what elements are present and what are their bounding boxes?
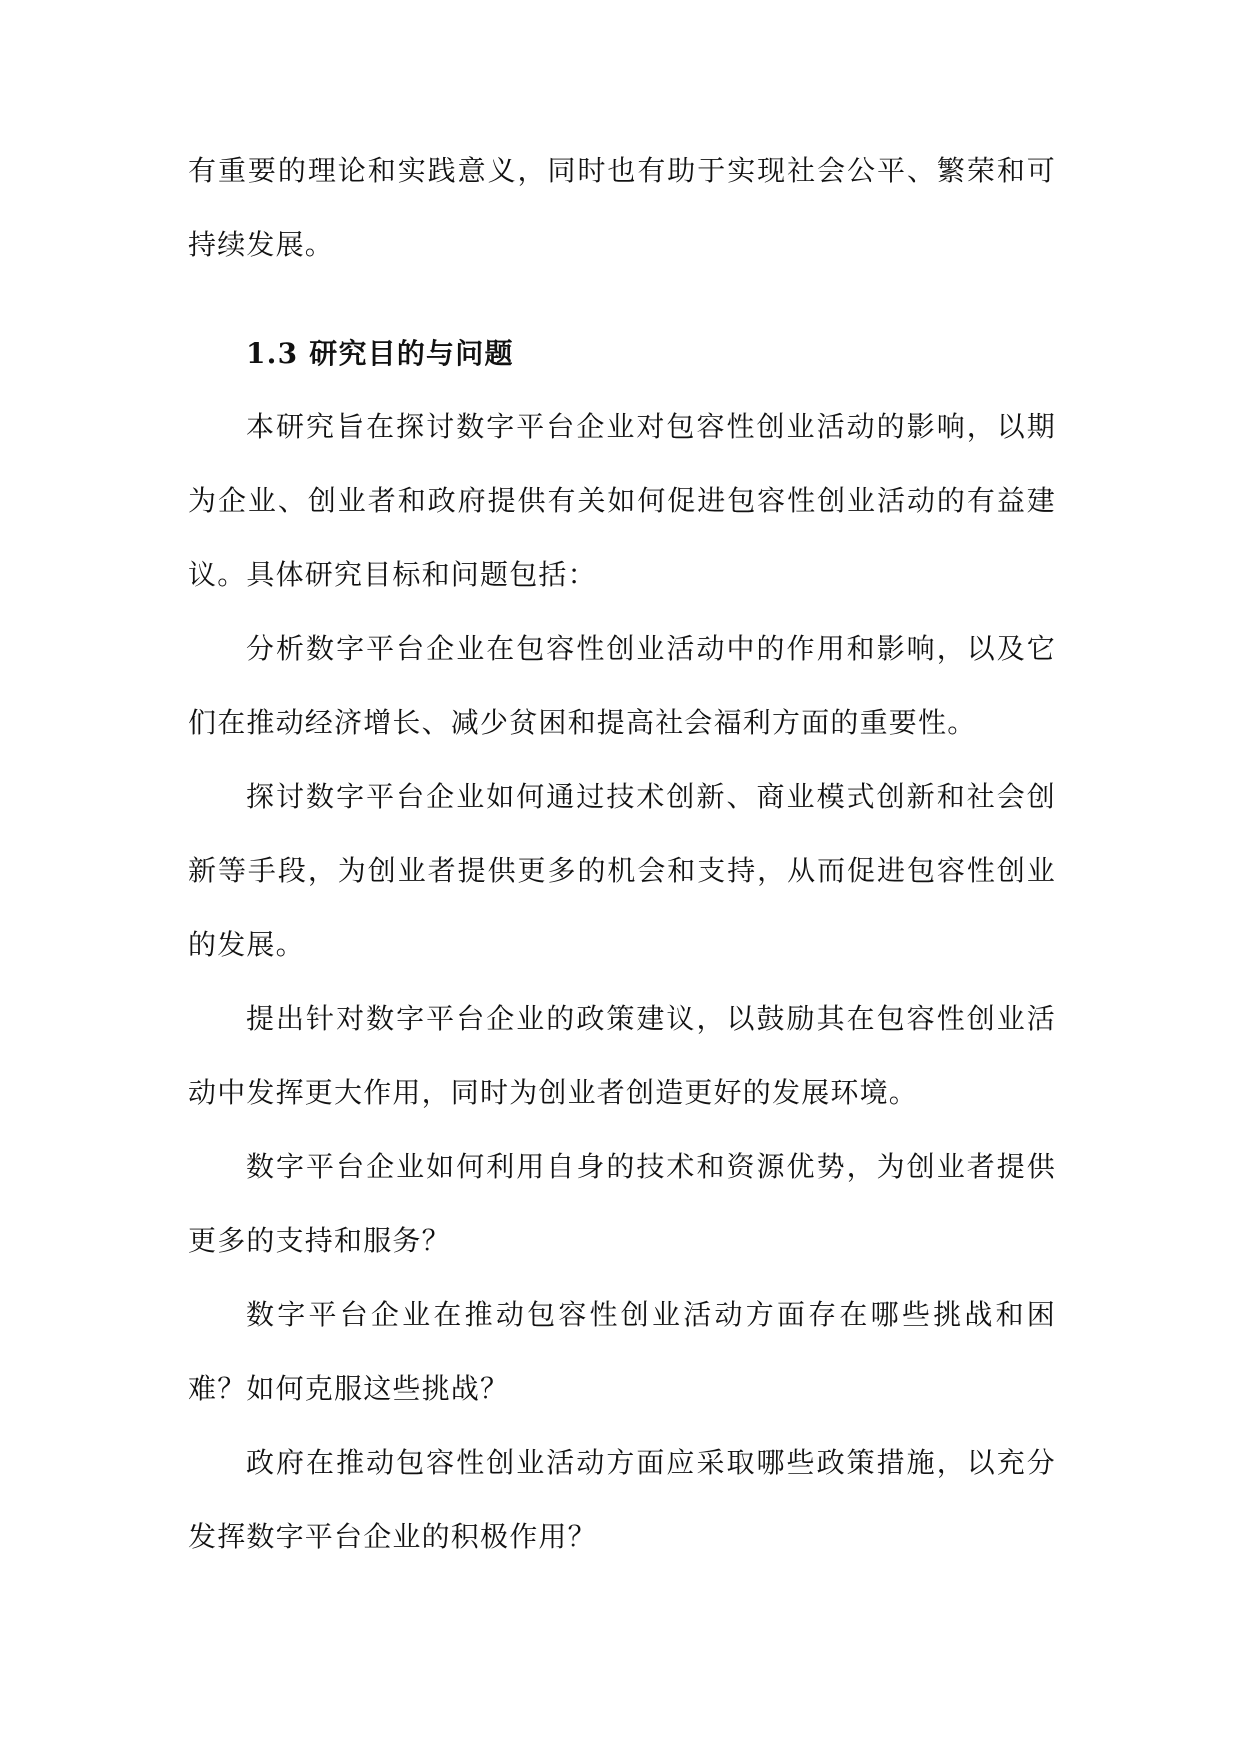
paragraph-question-2: 数字平台企业在推动包容性创业活动方面存在哪些挑战和困难？如何克服这些挑战？ [188,1298,1056,1405]
paragraph-intro: 本研究旨在探讨数字平台企业对包容性创业活动的影响，以期为企业、创业者和政府提供有关如何促进包容性创业活动的有益建议。具体研究目标和问题包括： [188,410,1056,591]
paragraph-objective-1: 分析数字平台企业在包容性创业活动中的作用和影响，以及它们在推动经济增长、减少贫困和提高社会福利方面的重要性。 [188,632,1056,739]
paragraph-objective-2: 探讨数字平台企业如何通过技术创新、商业模式创新和社会创新等手段，为创业者提供更多的机会和支持，从而促进包容性创业的发展。 [188,780,1056,961]
paragraph-objective-3: 提出针对数字平台企业的政策建议，以鼓励其在包容性创业活动中发挥更大作用，同时为创业者创造更好的发展环境。 [188,1002,1056,1109]
section-body [188,390,1056,1574]
section-heading: 1.3 研究目的与问题 [246,337,514,370]
continuation-block [188,134,1056,282]
paragraph-question-3: 政府在推动包容性创业活动方面应采取哪些政策措施，以充分发挥数字平台企业的积极作用？ [188,1446,1056,1553]
paragraph-question-1: 数字平台企业如何利用自身的技术和资源优势，为创业者提供更多的支持和服务？ [188,1150,1056,1257]
continuation-paragraph: 有重要的理论和实践意义，同时也有助于实现社会公平、繁荣和可持续发展。 [188,154,1056,261]
